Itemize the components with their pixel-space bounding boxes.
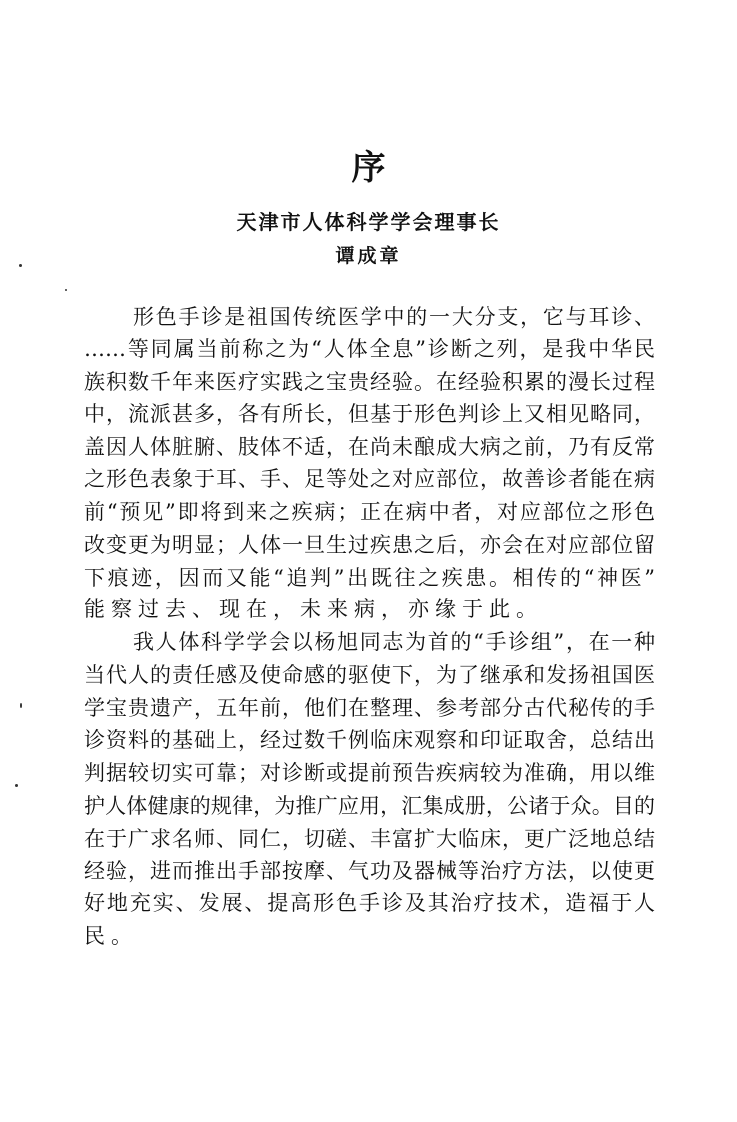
text-line: 好地充实、发展、提高形色手诊及其治疗技术，造福于人 bbox=[84, 891, 655, 915]
text-line: 之形色表象于耳、手、足等处之对应部位，故善诊者能在病 bbox=[84, 467, 655, 491]
text-line: 前“预见”即将到来之疾病；正在病中者，对应部位之形色 bbox=[84, 500, 655, 524]
text-line: 诊资料的基础上，经过数千例临床观察和印证取舍，总结出 bbox=[84, 728, 655, 752]
text-line: 下痕迹，因而又能“追判”出既往之疾患。相传的“神医” bbox=[84, 566, 655, 590]
scan-speck bbox=[15, 784, 18, 787]
text-line: 在于广求名师、同仁，切磋、丰富扩大临床，更广泛地总结 bbox=[84, 827, 655, 851]
scan-speck bbox=[65, 289, 67, 291]
text-line: ……等同属当前称之为“人体全息”诊断之列，是我中华民 bbox=[84, 337, 655, 361]
text-line: 护人体健康的规律，为推广应用，汇集成册，公诸于众。目的 bbox=[84, 794, 655, 818]
text-line: 我人体科学学会以杨旭同志为首的“手诊组”，在一种 bbox=[133, 630, 655, 654]
text-line: 当代人的责任感及使命感的驱使下，为了继承和发扬祖国医 bbox=[84, 663, 655, 687]
text-line: 民。 bbox=[84, 924, 138, 948]
text-line: 能察过去、现在，未来病，亦缘于此。 bbox=[84, 597, 543, 621]
text-line: 判据较切实可靠；对诊断或提前预告疾病较为准确，用以维 bbox=[84, 761, 655, 785]
text-line: 经验，进而推出手部按摩、气功及器械等治疗方法，以使更 bbox=[84, 859, 655, 883]
text-line: 改变更为明显；人体一旦生过疾患之后，亦会在对应部位留 bbox=[84, 533, 655, 557]
author-title: 天津市人体科学学会理事长 bbox=[236, 210, 501, 234]
scan-speck bbox=[20, 703, 22, 708]
page-heading: 序 bbox=[351, 148, 386, 188]
text-line: 学宝贵遗产，五年前，他们在整理、参考部分古代秘传的手 bbox=[84, 696, 655, 720]
scan-speck bbox=[19, 264, 22, 267]
text-line: 族积数千年来医疗实践之宝贵经验。在经验积累的漫长过程 bbox=[84, 370, 655, 394]
text-line: 盖因人体脏腑、肢体不适，在尚未酿成大病之前，乃有反常 bbox=[84, 435, 655, 459]
text-line: 形色手诊是祖国传统医学中的一大分支，它与耳诊、 bbox=[133, 305, 655, 329]
text-line: 中，流派甚多，各有所长，但基于形色判诊上又相见略同， bbox=[84, 402, 655, 426]
author-name: 谭成章 bbox=[335, 245, 402, 267]
